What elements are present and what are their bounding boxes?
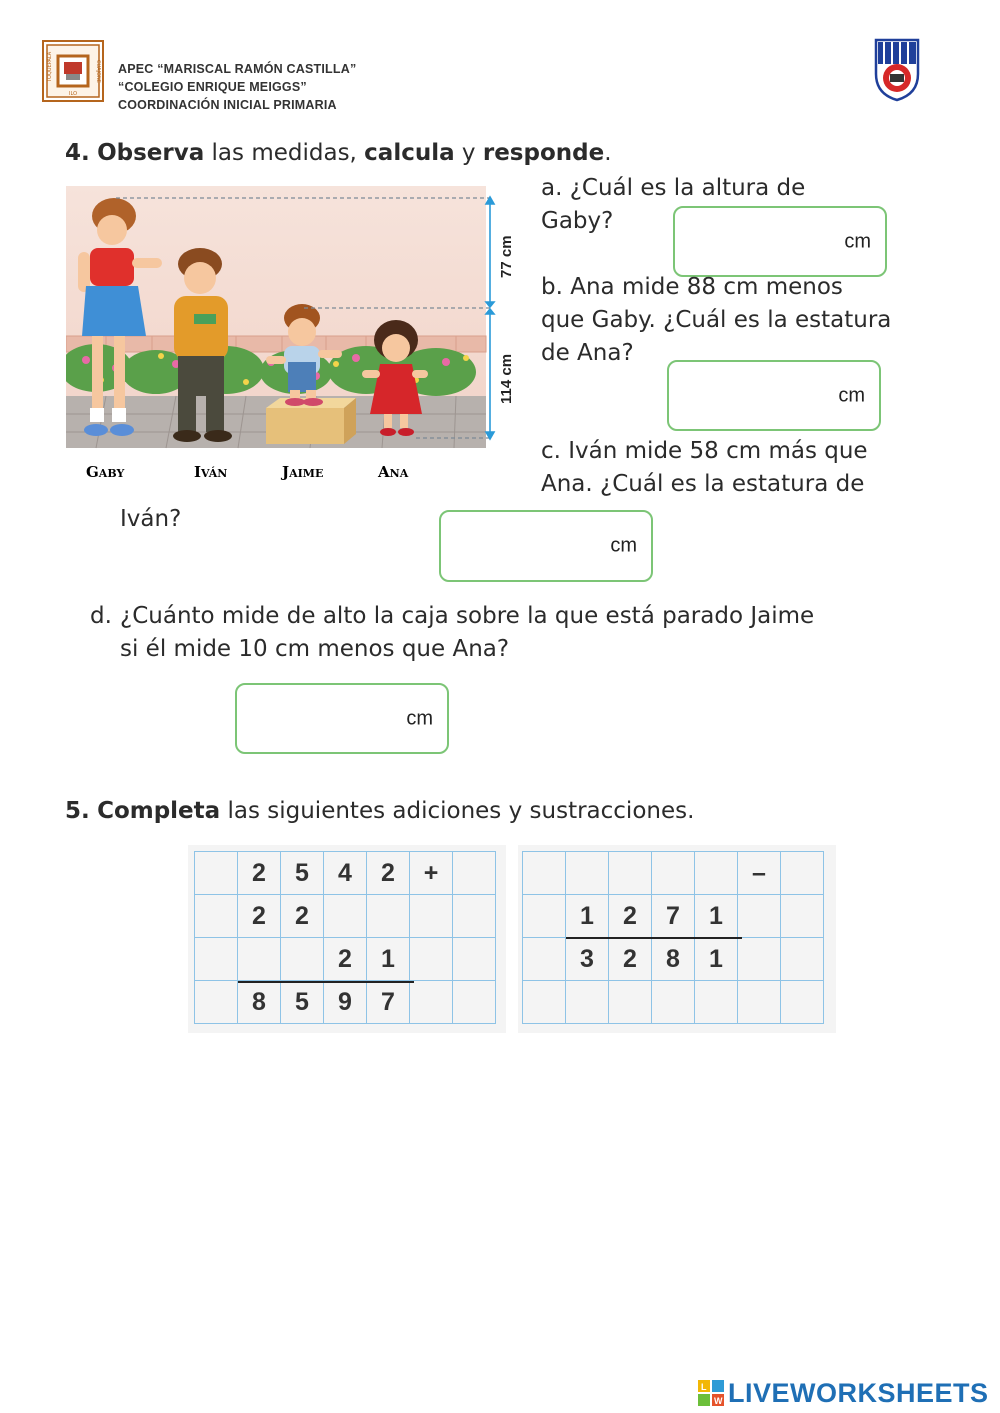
q4d-label: d. (90, 603, 112, 629)
q5-verb-completa: Completa (97, 798, 221, 824)
addition-cell: 2 (281, 895, 324, 938)
unit-label-a: cm (844, 230, 871, 252)
addition-cell: 1 (367, 938, 410, 981)
subtraction-cell[interactable] (652, 981, 695, 1024)
subtraction-cell: 2 (609, 895, 652, 938)
q5-text: las siguientes adiciones y sustracciones. (220, 798, 695, 824)
children-height-illustration (66, 186, 528, 496)
q4d-line-2: si él mide 10 cm menos que Ana? (120, 636, 510, 662)
answer-box-d[interactable] (235, 683, 449, 754)
school-line-1: APEC “MARISCAL RAMÓN CASTILLA” (118, 62, 357, 76)
addition-cell: 2 (324, 938, 367, 981)
addition-cell[interactable] (195, 852, 238, 895)
subtraction-cell: 7 (652, 895, 695, 938)
name-jaime: Jaime (282, 463, 324, 481)
name-ana: Ana (378, 463, 409, 481)
subtraction-cell[interactable] (609, 852, 652, 895)
unit-label-c: cm (610, 534, 637, 557)
addition-cell[interactable] (367, 895, 410, 938)
addition-cell: + (410, 852, 453, 895)
subtraction-cell[interactable] (738, 938, 781, 981)
q4c-line-2: Ana. ¿Cuál es la estatura de (541, 471, 865, 497)
subtraction-row (523, 852, 824, 895)
q4b-line-1: b. Ana mide 88 cm menos (541, 274, 843, 300)
liveworksheets-mark-icon (698, 1380, 724, 1406)
q5-number: 5. (65, 798, 90, 824)
addition-cell[interactable] (195, 981, 238, 1024)
q4a-line-1: a. ¿Cuál es la altura de (541, 175, 806, 201)
addition-cell[interactable] (195, 938, 238, 981)
logo-text-1: TOQUEPALA (47, 51, 53, 82)
subtraction-cell[interactable] (523, 852, 566, 895)
addition-row (195, 981, 496, 1024)
subtraction-cell: 1 (695, 895, 738, 938)
addition-cell: 7 (367, 981, 410, 1024)
name-gaby: Gaby (86, 463, 125, 481)
addition-cell[interactable] (410, 981, 453, 1024)
unit-label-b: cm (838, 384, 865, 406)
addition-cell[interactable] (453, 981, 496, 1024)
school-logo-left (42, 40, 104, 102)
addition-row (195, 895, 496, 938)
subtraction-cell: 3 (566, 938, 609, 981)
q4-verb-responde: responde (482, 140, 605, 166)
q4b-line-3: de Ana? (541, 340, 634, 366)
addition-cell[interactable] (453, 938, 496, 981)
answer-box-b[interactable] (667, 360, 881, 431)
addition-cell: 2 (238, 852, 281, 895)
liveworksheets-logo (698, 1377, 994, 1409)
addition-grid (194, 851, 496, 1024)
school-crest-icon (872, 34, 922, 102)
q4-text-1: las medidas, (204, 140, 365, 166)
logo-text-3: ILO (69, 91, 78, 97)
school-line-3: COORDINACIÓN INICIAL PRIMARIA (118, 98, 337, 112)
subtraction-cell[interactable] (566, 852, 609, 895)
addition-cell: 4 (324, 852, 367, 895)
name-ivan: Iván (194, 463, 228, 481)
question-5-title (65, 798, 694, 824)
subtraction-row (523, 895, 824, 938)
addition-cell[interactable] (238, 938, 281, 981)
addition-cell[interactable] (324, 895, 367, 938)
addition-cell[interactable] (195, 895, 238, 938)
subtraction-cell[interactable] (523, 895, 566, 938)
subtraction-cell[interactable] (781, 981, 824, 1024)
addition-row (195, 938, 496, 981)
addition-cell[interactable] (410, 895, 453, 938)
subtraction-cell[interactable] (652, 852, 695, 895)
addition-cell[interactable] (281, 938, 324, 981)
unit-label-d: cm (406, 707, 433, 729)
addition-cell: 5 (281, 981, 324, 1024)
addition-cell: 2 (367, 852, 410, 895)
subtraction-cell[interactable] (781, 852, 824, 895)
subtraction-cell: 2 (609, 938, 652, 981)
school-line-2: “COLEGIO ENRIQUE MEIGGS” (118, 80, 307, 94)
liveworksheets-wordmark: LIVEWORKSHEETS (728, 1377, 989, 1408)
addition-sum-line (238, 981, 414, 983)
subtraction-row (523, 981, 824, 1024)
addition-row (195, 852, 496, 895)
subtraction-cell[interactable] (738, 895, 781, 938)
q4-number: 4. (65, 140, 90, 166)
q4c-line-1: c. Iván mide 58 cm más que (541, 438, 868, 464)
subtraction-cell: – (738, 852, 781, 895)
q4a-line-2: Gaby? (541, 208, 614, 234)
school-header-text (118, 60, 356, 114)
addition-cell: 9 (324, 981, 367, 1024)
subtraction-cell[interactable] (695, 852, 738, 895)
logo-text-2: CUAJONE (95, 60, 101, 83)
addition-cell[interactable] (410, 938, 453, 981)
subtraction-cell[interactable] (738, 981, 781, 1024)
mark-letter-w: W (714, 1396, 723, 1406)
subtraction-cell[interactable] (523, 938, 566, 981)
subtraction-cell: 8 (652, 938, 695, 981)
q4-verb-calcula: calcula (364, 140, 455, 166)
subtraction-cell[interactable] (695, 981, 738, 1024)
subtraction-cell[interactable] (523, 981, 566, 1024)
subtraction-cell: 1 (566, 895, 609, 938)
q4b-line-2: que Gaby. ¿Cuál es la estatura (541, 307, 892, 333)
mark-letter-l: L (701, 1382, 707, 1392)
q4c-line-3: Iván? (120, 506, 182, 532)
q4-text-3: . (604, 140, 612, 166)
q4-verb-observa: Observa (97, 140, 205, 166)
addition-cell[interactable] (453, 852, 496, 895)
addition-cell: 2 (238, 895, 281, 938)
q4d-line-1: ¿Cuánto mide de alto la caja sobre la que está parado Jaime (120, 603, 815, 629)
measure-bottom-label: 114 cm (498, 353, 515, 404)
subtraction-row (523, 938, 824, 981)
subtraction-cell: 1 (695, 938, 738, 981)
measure-top-label: 77 cm (498, 235, 515, 278)
subtraction-result-line (566, 937, 742, 939)
subtraction-cell[interactable] (609, 981, 652, 1024)
subtraction-cell[interactable] (781, 938, 824, 981)
addition-cell[interactable] (453, 895, 496, 938)
addition-cell: 8 (238, 981, 281, 1024)
answer-box-c[interactable] (439, 510, 653, 582)
question-4-title (65, 140, 612, 166)
subtraction-cell[interactable] (781, 895, 824, 938)
q4-text-2: y (454, 140, 483, 166)
addition-cell: 5 (281, 852, 324, 895)
answer-box-a[interactable] (673, 206, 887, 277)
subtraction-cell[interactable] (566, 981, 609, 1024)
